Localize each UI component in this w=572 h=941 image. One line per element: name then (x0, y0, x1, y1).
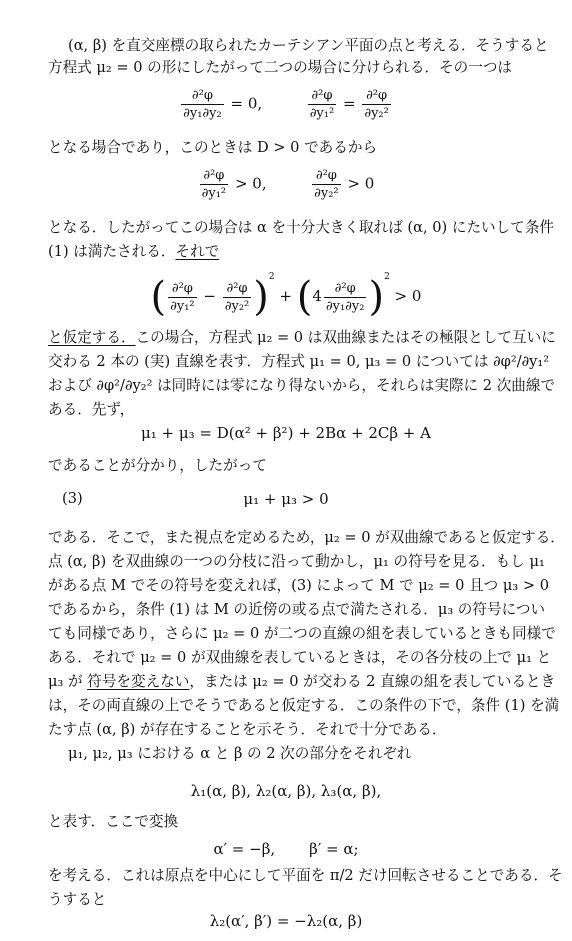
equation-8: λ₂(α′, β′) = −λ₂(α, β) (209, 912, 363, 930)
equation-1: $\frac{\text{∂²φ}}{\text{∂y₁∂y₂}}$ = 0, $\frac{\text{∂²φ}}{\text{∂y₁²}}$ = $\frac{\text{∂²φ}}{\text{∂y₂²}}$ (183, 88, 389, 121)
fraction: $\frac{\text{∂²φ}}{\text{∂y₁∂y₂}}$ (325, 280, 365, 314)
text-line: (α, β) を直交座標の取られたカーテシアン平面の点と考える．そうすると (68, 37, 549, 54)
fraction: $\frac{\text{∂²φ}}{\text{∂y₁²}}$ (309, 88, 335, 121)
equation-3: ( $\frac{\text{∂²φ}}{\text{∂y₁²}}$ − $\frac{\text{∂²φ}}{\text{∂y₂²}}$ )$^2$ + (4 $\frac{\text{∂²φ}}{\text{∂y₁∂y₂}}$ )$^2$ > 0 (150, 272, 422, 320)
text-line: たす点 (α, β) が存在することを示そう．それで十分である． (48, 721, 447, 738)
text-line: は，その両直線の上でそうであると仮定する．この条件の下で，条件 (1) を満 (48, 697, 560, 714)
text-line: がある点 M でその符号を変えれば，(3) によって M で μ₂ = 0 且つ μ₃ > 0 (48, 577, 549, 594)
text-line: μ₃ が 符号を変えない，または μ₂ = 0 が交わる 2 直線の組を表しているとき (48, 673, 556, 690)
text-line: であるから，条件 (1) は M の近傍の或る点で満たされる．μ₃ の符号につい (48, 601, 546, 618)
fraction: $\frac{\text{∂²φ}}{\text{∂y₂²}}$ (314, 168, 339, 201)
text-line: 交わる 2 本の (実) 直線を表す．方程式 μ₁ = 0, μ₃ = 0 については ∂φ²/∂y₁² (48, 353, 550, 370)
text-line: と仮定する．この場合，方程式 μ₂ = 0 は双曲線またはその極限として互いに (48, 329, 556, 346)
text-line: ある．それで μ₂ = 0 が双曲線を表しているときは，その各分枝の上で μ₁ と (48, 649, 552, 666)
equation-5: μ₁ + μ₃ > 0 (243, 490, 329, 508)
equation-7: α′ = −β, β′ = α; (213, 840, 359, 858)
fraction: $\frac{\text{∂²φ}}{\text{∂y₂²}}$ (364, 88, 389, 121)
fraction: $\frac{\text{∂²φ}}{\text{∂y₁²}}$ (201, 168, 227, 201)
text-line: 点 (α, β) を双曲線の一つの分枝に沿って動かし，μ₁ の符号を見る．もし μ₁ (48, 553, 545, 570)
equation-2: $\frac{\text{∂²φ}}{\text{∂y₁²}}$ > 0, $\frac{\text{∂²φ}}{\text{∂y₂²}}$ > 0 (201, 168, 375, 201)
text-line: である．そこで，また視点を定めるため，μ₂ = 0 が双曲線であると仮定する． (48, 529, 565, 546)
fraction: $\frac{\text{∂²φ}}{\text{∂y₁∂y₂}}$ (183, 88, 222, 121)
text-line: ても同様であり，さらに μ₂ = 0 が二つの直線の組を表しているときも同様で (48, 625, 556, 642)
text-line: (1) は満たされる．それで (48, 243, 220, 260)
text-line: および ∂φ²/∂y₂² は同時には零になり得ないから，それらは実際に 2 次曲線で (48, 377, 556, 394)
fraction: $\frac{\text{∂²φ}}{\text{∂y₂²}}$ (224, 280, 250, 314)
text-line: うすると (48, 891, 107, 908)
text-line: であることが分かり，したがって (48, 457, 267, 474)
text-line: となる．したがってこの場合は α を十分大きく取れば (α, 0) にたいして条件 (48, 219, 555, 236)
text-line: と表す．ここで変換 (48, 813, 179, 830)
fraction: $\frac{\text{∂²φ}}{\text{∂y₁²}}$ (170, 280, 195, 314)
equation-4: μ₁ + μ₃ = D(α² + β²) + 2Bα + 2Cβ + A (141, 424, 431, 442)
text-line: μ₁, μ₂, μ₃ における α と β の 2 次の部分をそれぞれ (68, 745, 412, 762)
text-line: 方程式 μ₂ = 0 の形にしたがって二つの場合に分けられる．その一つは (48, 59, 513, 76)
text-line: ある．先ず， (48, 401, 135, 418)
equation-6: λ₁(α, β), λ₂(α, β), λ₃(α, β), (190, 782, 382, 800)
text-line: を考える．これは原点を中心にして平面を π/2 だけ回転させることである．そ (48, 867, 563, 884)
equation-number: (3) (62, 490, 83, 507)
text-line: となる場合であり，このときは D > 0 であるから (48, 139, 378, 156)
